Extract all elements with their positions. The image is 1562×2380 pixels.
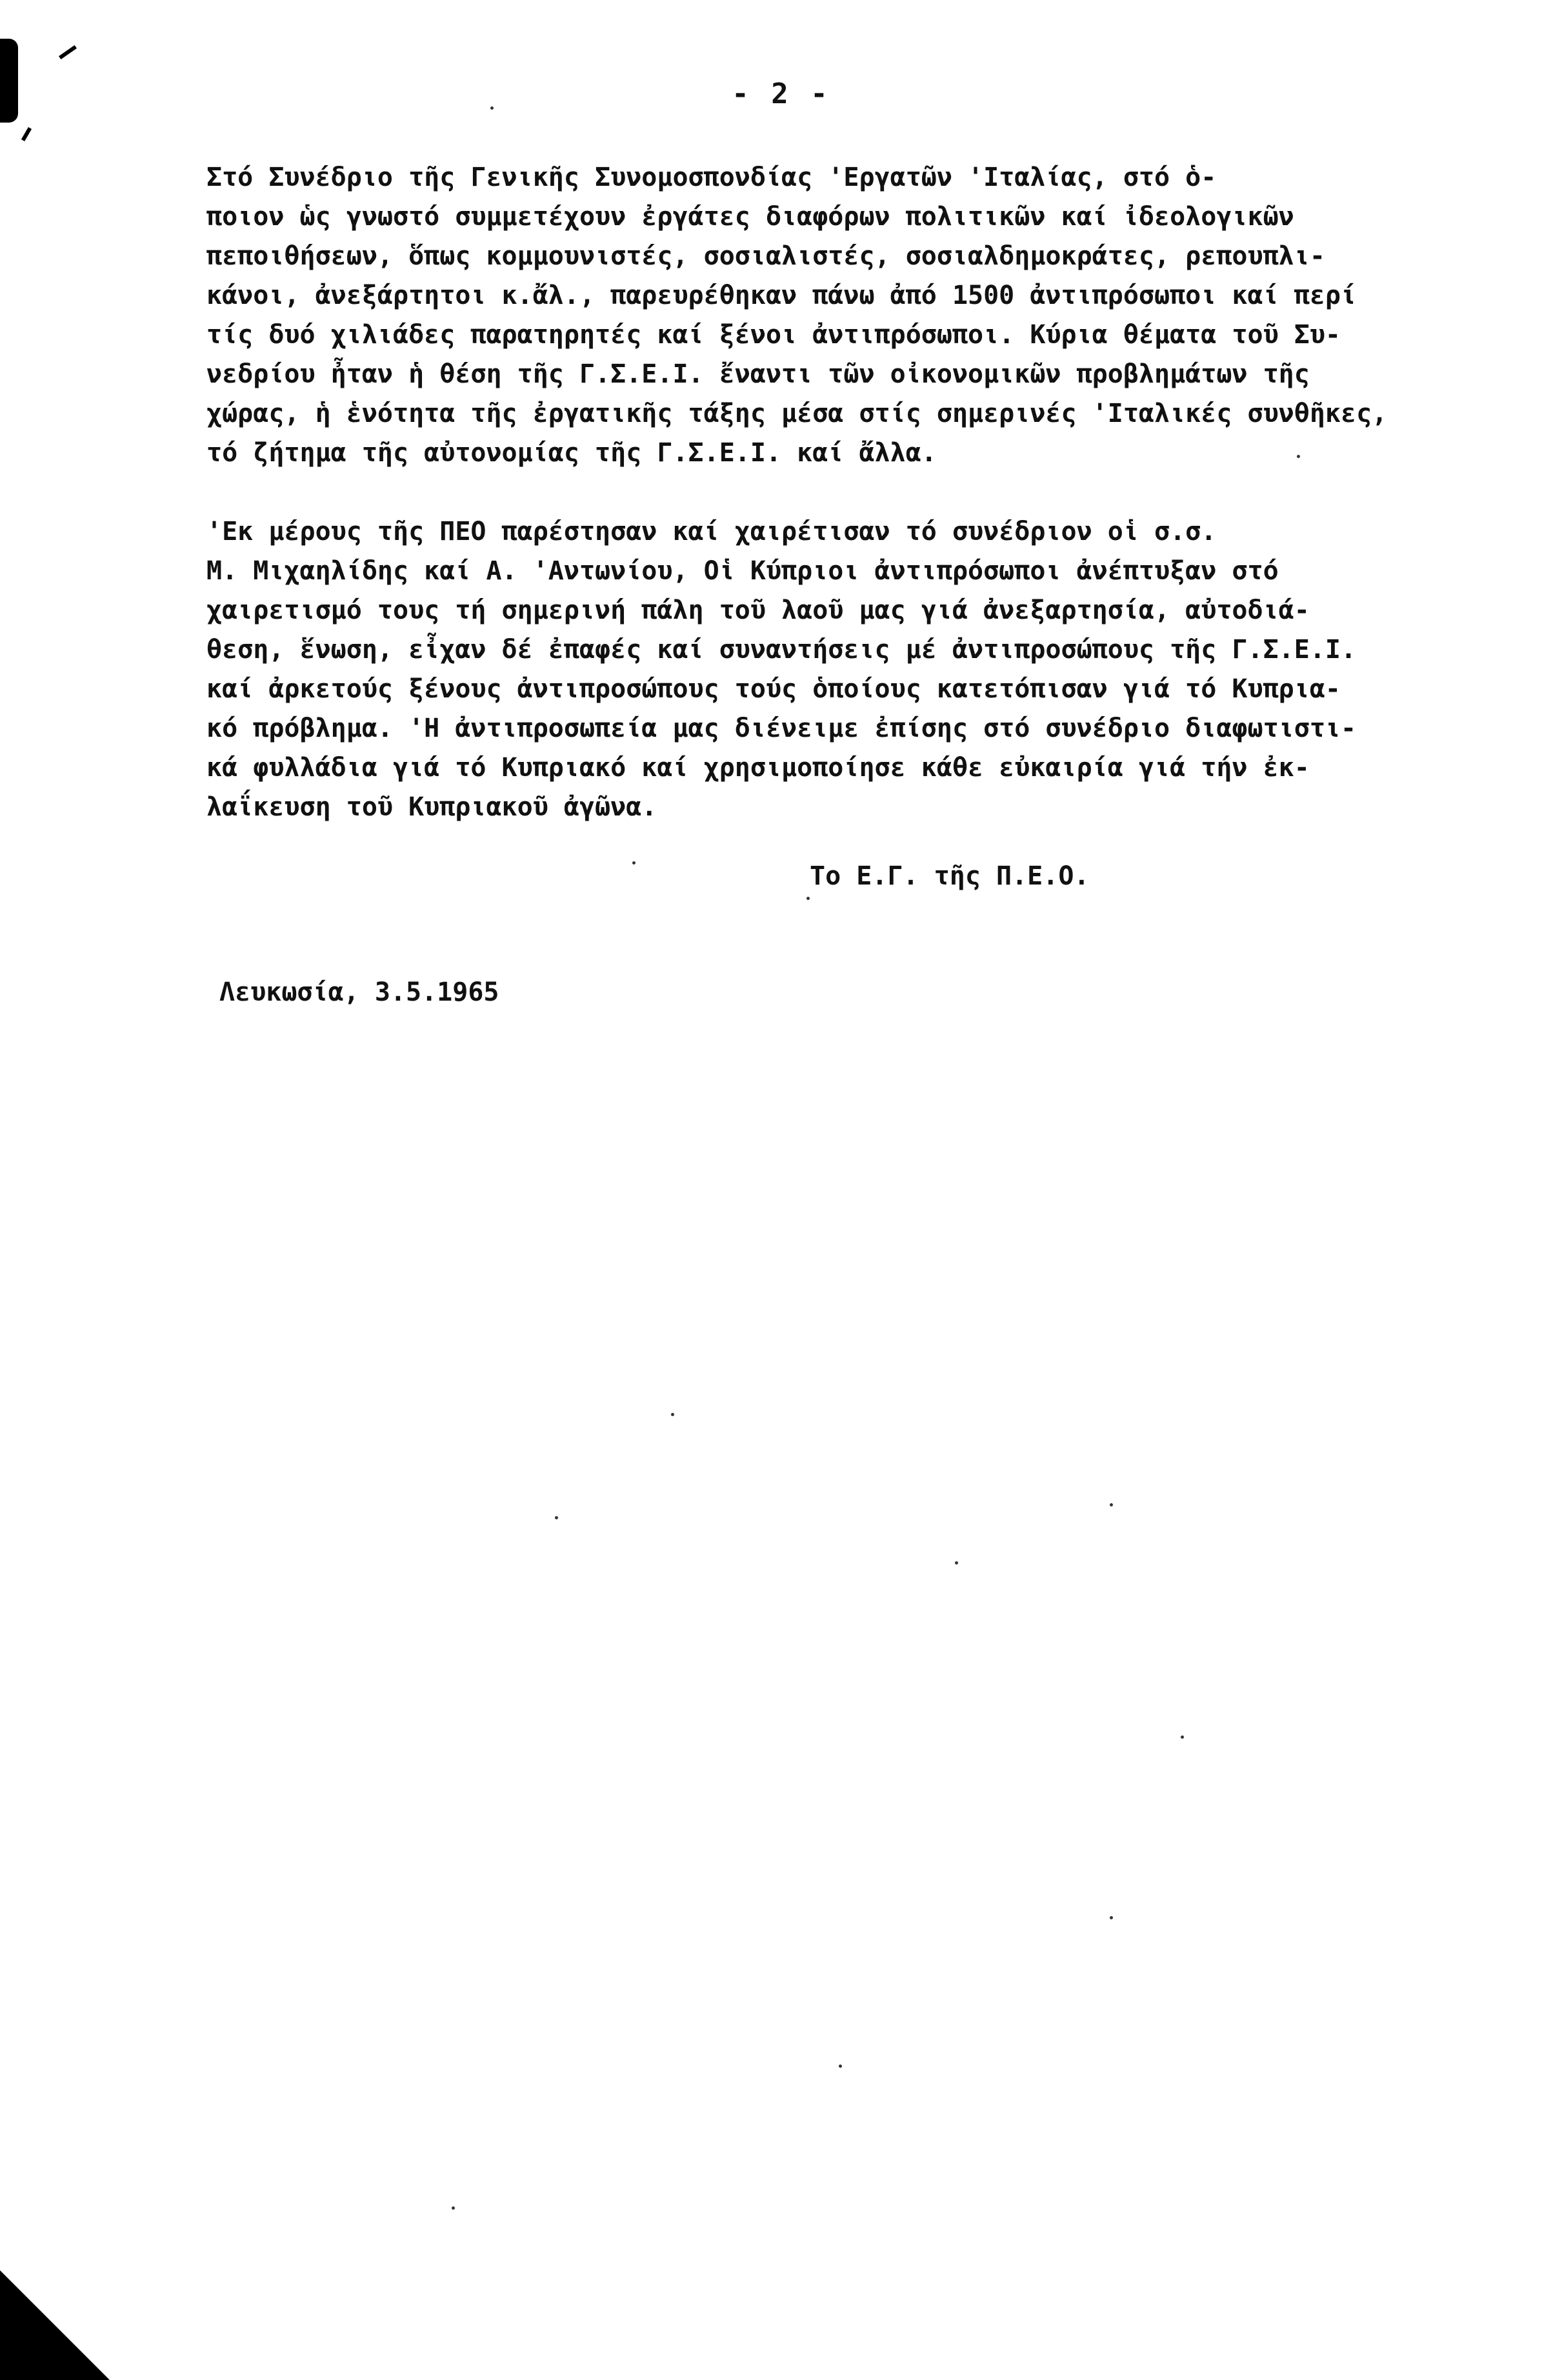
text-line: καί ἀρκετούς ξένους ἀντιπροσώπους τούς ὁποίους κατετόπισαν γιά τό Κυπρια-	[206, 674, 1341, 704]
page-number: - 2 -	[732, 77, 830, 110]
text-line: Στό Συνέδριο τῆς Γενικῆς Συνομοσπονδίας 'Εργατῶν 'Ιταλίας, στό ὁ-	[206, 163, 1217, 192]
scan-speck	[1110, 1503, 1113, 1506]
text-line: τό ζήτημα τῆς αὐτονομίας τῆς Γ.Σ.Ε.Ι. καί ἄλλα.	[206, 438, 937, 468]
text-line: Μ. Μιχαηλίδης καί Α. 'Αντωνίου, Οἱ Κύπριοι ἀντιπρόσωποι ἀνέπτυξαν στό	[206, 556, 1279, 586]
signature: Το Ε.Γ. τῆς Π.Ε.Ο.	[810, 861, 1090, 891]
text-line: 'Εκ μέρους τῆς ΠΕΟ παρέστησαν καί χαιρέτισαν τό συνέδριον οἱ σ.σ.	[206, 517, 1217, 546]
letter-body	[206, 158, 1510, 827]
text-line: χώρας, ἡ ἑνότητα τῆς ἐργατικῆς τάξης μέσα στίς σημερινές 'Ιταλικές συνθῆκες,	[206, 399, 1388, 428]
text-line: πεποιθήσεων, ὅπως κομμουνιστές, σοσιαλιστές, σοσιαλδημοκράτες, ρεπουπλι-	[206, 241, 1325, 271]
scan-speck	[671, 1413, 674, 1416]
text-line: κά φυλλάδια γιά τό Κυπριακό καί χρησιμοποίησε κάθε εὐκαιρία γιά τήν ἐκ-	[206, 753, 1310, 783]
scan-speck	[632, 861, 636, 865]
text-line: ποιον ὡς γνωστό συμμετέχουν ἐργάτες διαφόρων πολιτικῶν καί ἰδεολογικῶν	[206, 202, 1294, 232]
text-line: κάνοι, ἀνεξάρτητοι κ.ἄλ., παρευρέθηκαν πάνω ἀπό 1500 ἀντιπρόσωποι καί περί	[206, 281, 1357, 310]
text-line: λαΐκευση τοῦ Κυπριακοῦ ἀγῶνα.	[206, 792, 657, 822]
scan-speck	[1181, 1735, 1184, 1739]
scan-speck	[839, 2065, 842, 2068]
scan-speck	[806, 897, 810, 900]
scan-speck	[555, 1516, 558, 1519]
scan-edge-tick	[59, 45, 77, 59]
paragraph-2	[206, 512, 1510, 827]
scan-edge-tick	[21, 127, 32, 141]
scan-speck	[955, 1561, 958, 1565]
paragraph-1	[206, 158, 1510, 473]
text-line: χαιρετισμό τους τή σημερινή πάλη τοῦ λαοῦ μας γιά ἀνεξαρτησία, αὐτοδιά-	[206, 595, 1310, 625]
text-line: θεση, ἕνωση, εἶχαν δέ ἐπαφές καί συναντήσεις μέ ἀντιπροσώπους τῆς Γ.Σ.Ε.Ι.	[206, 635, 1357, 665]
scan-corner-mark	[0, 2270, 110, 2380]
text-line: νεδρίου ἦταν ἡ θέση τῆς Γ.Σ.Ε.Ι. ἔναντι τῶν οἰκονομικῶν προβλημάτων τῆς	[206, 359, 1310, 389]
place-and-date: Λευκωσία, 3.5.1965	[219, 977, 499, 1007]
scan-speck	[452, 2206, 455, 2210]
paragraph-gap	[206, 473, 1510, 512]
text-line: κό πρόβλημα. 'Η ἀντιπροσωπεία μας διένειμε ἐπίσης στό συνέδριο διαφωτιστι-	[206, 714, 1357, 743]
scan-speck	[1110, 1916, 1113, 1919]
text-line: τίς δυό χιλιάδες παρατηρητές καί ξένοι ἀντιπρόσωποι. Κύρια θέματα τοῦ Συ-	[206, 320, 1341, 350]
